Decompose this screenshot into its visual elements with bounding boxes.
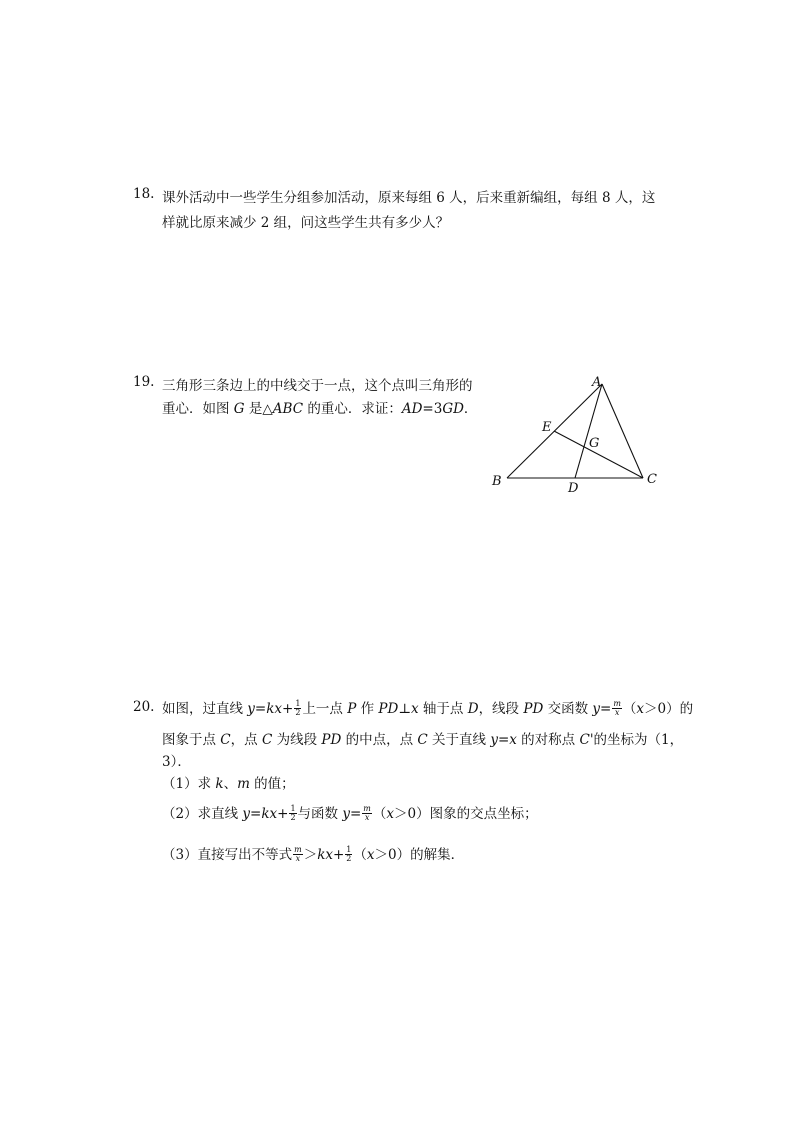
text-run: （3）直接写出不等式 xyxy=(162,847,293,863)
sub-question-2 xyxy=(162,802,538,823)
text-run: 是△ xyxy=(244,401,273,417)
text-run: （ xyxy=(622,701,637,717)
fraction: $\frac{m}{x}$ xyxy=(613,699,621,717)
math-expr: kx+ xyxy=(317,847,345,863)
text-run: 的重心．求证： xyxy=(303,401,402,417)
math-var: ABC xyxy=(272,401,304,417)
text-run: （ xyxy=(372,806,387,822)
text-run: 图象于点 xyxy=(162,732,221,748)
math-var: C xyxy=(417,732,428,748)
text-run: 作 xyxy=(356,701,379,717)
fraction: $\frac{1}{2}$ xyxy=(290,804,296,822)
vertex-label-b: B xyxy=(492,474,502,489)
question-number: 19. xyxy=(133,374,155,390)
text-run: （2）求直线 xyxy=(162,806,243,822)
math-var: C xyxy=(261,732,273,748)
text-run: =3 xyxy=(422,401,443,417)
text-run: 的值； xyxy=(249,776,295,792)
sub-question-3 xyxy=(162,843,464,864)
vertex-label-c: C xyxy=(647,472,657,487)
math-var: G xyxy=(233,401,245,417)
math-var: x xyxy=(366,847,375,863)
math-expr: y=kx+ xyxy=(247,701,294,717)
text-run: ，点 xyxy=(230,732,262,748)
question-number: 20. xyxy=(133,699,155,715)
text-run: ＞0）图象的交点坐标； xyxy=(394,806,538,822)
math-var: GD xyxy=(442,401,464,417)
math-var: m xyxy=(237,776,250,792)
triangle-figure xyxy=(485,368,665,498)
text-run: 交函数 xyxy=(543,701,593,717)
text-run: 关于直线 xyxy=(427,732,491,748)
text-run: 的中点，点 xyxy=(341,732,418,748)
math-expr: y= xyxy=(592,701,612,717)
text-run: 的坐标为（1， xyxy=(593,732,684,748)
text-run: 轴于点 xyxy=(418,701,468,717)
math-var: PD xyxy=(321,732,342,748)
math-var: x xyxy=(636,701,645,717)
math-expr: y=kx+ xyxy=(242,806,289,822)
question-text-line xyxy=(162,397,477,417)
text-run: （ xyxy=(353,847,367,863)
point-label-e: E xyxy=(542,420,552,435)
math-var: x xyxy=(386,806,394,822)
math-var: AD xyxy=(401,401,423,417)
point-label-d: D xyxy=(568,481,579,496)
text-run: 如图，过直线 xyxy=(162,701,248,717)
math-var: PD xyxy=(523,701,544,717)
math-expr: y=x xyxy=(490,732,517,748)
question-text-line xyxy=(162,697,693,718)
text-run: 与函数 xyxy=(297,806,343,822)
fraction: $\frac{m}{x}$ xyxy=(363,804,371,822)
side-ac xyxy=(602,384,643,478)
text-run: ＞0）的 xyxy=(644,701,694,717)
text-run: 上一点 xyxy=(302,701,348,717)
sub-question-1 xyxy=(162,772,295,792)
question-text-line: 课外活动中一些学生分组参加活动，原来每组 6 人，后来重新编组，每组 8 人，这 xyxy=(162,190,656,206)
vertex-label-a: A xyxy=(592,375,602,390)
question-text-line: 3）． xyxy=(162,754,191,770)
math-var: C xyxy=(220,732,231,748)
text-run: ＞0）的解集． xyxy=(374,847,465,863)
math-var: D xyxy=(467,701,479,717)
text-run: 、 xyxy=(223,776,238,792)
centroid-label-g: G xyxy=(589,436,600,451)
text-run: ＞ xyxy=(303,847,318,863)
text-run: 重心．如图 xyxy=(162,401,234,417)
math-expr: PD⊥x xyxy=(378,701,419,717)
fraction: $\frac{m}{x}$ xyxy=(294,845,302,863)
text-run: 的对称点 xyxy=(516,732,580,748)
text-run: 为线段 xyxy=(272,732,322,748)
question-text-line: 三角形三条边上的中线交于一点，这个点叫三角形的 xyxy=(162,378,473,394)
text-run: （1）求 xyxy=(162,776,216,792)
fraction: $\frac{1}{2}$ xyxy=(295,699,301,717)
question-number: 18. xyxy=(133,186,155,202)
math-expr: y= xyxy=(342,806,362,822)
fraction: $\frac{1}{2}$ xyxy=(346,845,352,863)
math-var: P xyxy=(347,701,357,717)
math-var: k xyxy=(215,776,224,792)
text-run: ，线段 xyxy=(478,701,524,717)
question-text-line xyxy=(162,728,683,748)
question-text-line: 样就比原来减少 2 组，问这些学生共有多少人？ xyxy=(162,215,450,231)
math-var: C' xyxy=(579,732,594,748)
text-run: ． xyxy=(463,401,478,417)
